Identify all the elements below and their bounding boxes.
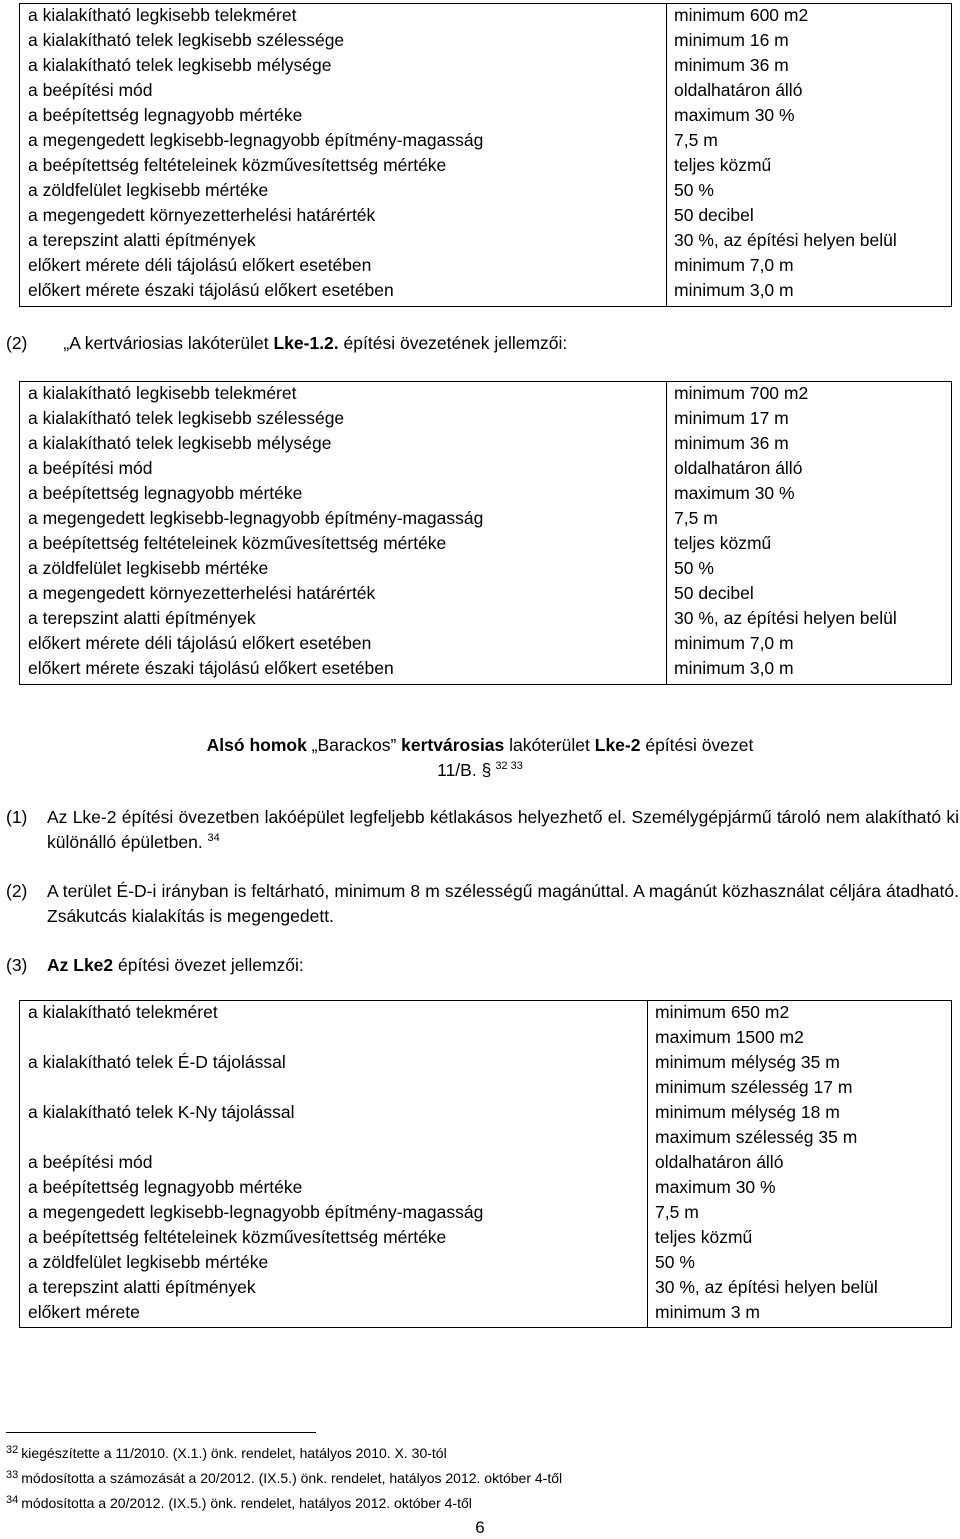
table-row bbox=[20, 581, 951, 606]
row-value: maximum 30 % bbox=[674, 483, 795, 503]
row-value: teljes közmű bbox=[674, 533, 772, 553]
row-label: előkert mérete déli tájolású előkert esetében bbox=[28, 633, 372, 653]
row-value: teljes közmű bbox=[674, 155, 772, 175]
table-row bbox=[20, 103, 951, 128]
row-label: a kialakítható telek legkisebb mélysége bbox=[28, 55, 332, 75]
row-value: minimum 3 m bbox=[655, 1302, 761, 1322]
heading-part: Lke-2 bbox=[594, 735, 641, 755]
footnote-number: 34 bbox=[6, 1494, 19, 1506]
table-row bbox=[20, 53, 951, 78]
row-label: a kialakítható telek É-D tájolással bbox=[28, 1052, 286, 1072]
paragraph-3 bbox=[47, 953, 959, 978]
paragraph-number: 11/B. bbox=[437, 760, 482, 780]
row-label: a zöldfelület legkisebb mértéke bbox=[28, 558, 269, 578]
row-label: a beépítettség legnagyobb mértéke bbox=[28, 483, 303, 503]
section-number: (2) bbox=[6, 333, 28, 353]
row-value: 7,5 m bbox=[655, 1202, 699, 1222]
row-value: minimum 36 m bbox=[674, 433, 789, 453]
row-label: a beépítettség legnagyobb mértéke bbox=[28, 105, 303, 125]
row-label: a kialakítható legkisebb telekméret bbox=[28, 383, 297, 403]
section-2-heading bbox=[6, 331, 567, 356]
zone-code: Lke-1.2. bbox=[273, 333, 339, 353]
row-value: oldalhatáron álló bbox=[674, 80, 803, 100]
row-label: a beépítettség legnagyobb mértéke bbox=[28, 1177, 303, 1197]
row-value: minimum mélység 35 m bbox=[655, 1052, 840, 1072]
paragraph-1 bbox=[47, 805, 959, 855]
p1-number: (1) bbox=[6, 807, 28, 827]
row-label: a terepszint alatti építmények bbox=[28, 608, 256, 628]
row-value: 50 decibel bbox=[674, 205, 754, 225]
table-row bbox=[20, 1025, 951, 1050]
row-value: minimum 7,0 m bbox=[674, 255, 794, 275]
row-label: a terepszint alatti építmények bbox=[28, 1277, 256, 1297]
row-label: előkert mérete északi tájolású előkert esetében bbox=[28, 280, 394, 300]
row-value: oldalhatáron álló bbox=[674, 458, 803, 478]
row-value: 50 decibel bbox=[674, 583, 754, 603]
row-value: minimum 36 m bbox=[674, 55, 789, 75]
section-title-quote: „A kertváriosias lakóterület bbox=[63, 333, 274, 353]
row-value: oldalhatáron álló bbox=[655, 1152, 784, 1172]
heading-part: Alsó homok bbox=[206, 735, 307, 755]
row-value: minimum 17 m bbox=[674, 408, 789, 428]
row-label: a megengedett környezetterhelési határérték bbox=[28, 205, 376, 225]
footnote-text: kiegészítette a 11/2010. (X.1.) önk. rendelet, hatályos 2010. X. 30-tól bbox=[21, 1445, 447, 1461]
row-label: előkert mérete bbox=[28, 1302, 140, 1322]
row-label: a beépítettség feltételeinek közművesítettség mértéke bbox=[28, 533, 447, 553]
table-row bbox=[20, 606, 951, 631]
table-row bbox=[20, 1150, 951, 1175]
row-value: minimum 3,0 m bbox=[674, 280, 794, 300]
row-label: előkert mérete északi tájolású előkert esetében bbox=[28, 658, 394, 678]
zone-heading bbox=[0, 733, 960, 758]
row-value: minimum 3,0 m bbox=[674, 658, 794, 678]
table-row bbox=[20, 28, 951, 53]
paragraph-text: építési övezet jellemzői: bbox=[113, 955, 304, 975]
row-label: a kialakítható legkisebb telekméret bbox=[28, 5, 297, 25]
table-row bbox=[20, 228, 951, 253]
table-row bbox=[20, 178, 951, 203]
table-row bbox=[20, 3, 951, 28]
row-value: maximum 30 % bbox=[655, 1177, 776, 1197]
table-row bbox=[20, 656, 951, 681]
row-value: maximum 30 % bbox=[674, 105, 795, 125]
row-label: a zöldfelület legkisebb mértéke bbox=[28, 1252, 269, 1272]
table-row bbox=[20, 1125, 951, 1150]
row-label: a beépítési mód bbox=[28, 1152, 153, 1172]
row-label: a megengedett környezetterhelési határérték bbox=[28, 583, 376, 603]
row-value: 30 %, az építési helyen belül bbox=[674, 608, 897, 628]
table-row bbox=[20, 1175, 951, 1200]
p2-number: (2) bbox=[6, 881, 28, 901]
section-sign: § bbox=[481, 760, 492, 780]
footnote-divider bbox=[6, 1432, 316, 1433]
zone-code: Az Lke2 bbox=[47, 955, 114, 975]
row-value: 7,5 m bbox=[674, 130, 718, 150]
row-label: a kialakítható telekméret bbox=[28, 1002, 218, 1022]
row-label: a kialakítható telek legkisebb szélessége bbox=[28, 30, 345, 50]
row-label: a beépítettség feltételeinek közművesítettség mértéke bbox=[28, 1227, 447, 1247]
table-row bbox=[20, 431, 951, 456]
table-lke-1-2 bbox=[19, 381, 952, 685]
row-value: 7,5 m bbox=[674, 508, 718, 528]
heading-part: kertvárosias bbox=[401, 735, 505, 755]
row-label: a kialakítható telek legkisebb szélessége bbox=[28, 408, 345, 428]
row-label: a kialakítható telek K-Ny tájolással bbox=[28, 1102, 295, 1122]
table-lke-1-1 bbox=[19, 3, 952, 307]
row-label: a beépítési mód bbox=[28, 458, 153, 478]
row-value: minimum 600 m2 bbox=[674, 5, 809, 25]
footnote bbox=[6, 1469, 562, 1489]
row-label: előkert mérete déli tájolású előkert esetében bbox=[28, 255, 372, 275]
table-row bbox=[20, 1200, 951, 1225]
row-label: a zöldfelület legkisebb mértéke bbox=[28, 180, 269, 200]
table-row bbox=[20, 1225, 951, 1250]
table-row bbox=[20, 78, 951, 103]
row-value: maximum 1500 m2 bbox=[655, 1027, 804, 1047]
footnote bbox=[6, 1444, 447, 1464]
footnote-text: módosította a számozását a 20/2012. (IX.5.) önk. rendelet, hatályos 2012. október 4-től bbox=[21, 1470, 563, 1486]
row-value: minimum mélység 18 m bbox=[655, 1102, 840, 1122]
table-row bbox=[20, 153, 951, 178]
row-value: maximum szélesség 35 m bbox=[655, 1127, 858, 1147]
row-label: a megengedett legkisebb-legnagyobb építmény-magasság bbox=[28, 1202, 484, 1222]
table-row bbox=[20, 203, 951, 228]
table-row bbox=[20, 1250, 951, 1275]
paragraph-text: Az Lke-2 építési övezetben lakóépület legfeljebb kétlakásos helyezhető el. Személygépjármű tároló nem alakítható ki különálló épületben. bbox=[47, 807, 959, 852]
table-row bbox=[20, 406, 951, 431]
page-number: 6 bbox=[475, 1518, 485, 1537]
p3-number: (3) bbox=[6, 955, 28, 975]
footnote-ref: 34 bbox=[207, 832, 220, 844]
table-row bbox=[20, 1100, 951, 1125]
row-value: 30 %, az építési helyen belül bbox=[674, 230, 897, 250]
table-row bbox=[20, 278, 951, 303]
row-label: a beépítettség feltételeinek közművesítettség mértéke bbox=[28, 155, 447, 175]
section-title-rest: építési övezetének jellemzői: bbox=[338, 333, 568, 353]
table-row bbox=[20, 1050, 951, 1075]
heading-part: „Barackos” bbox=[306, 735, 402, 755]
table-row bbox=[20, 1075, 951, 1100]
table-row bbox=[20, 381, 951, 406]
footnote-number: 33 bbox=[6, 1469, 19, 1481]
footnote-number: 32 bbox=[6, 1444, 19, 1456]
footnote-ref: 32 33 bbox=[495, 760, 523, 772]
row-value: minimum 16 m bbox=[674, 30, 789, 50]
table-row bbox=[20, 456, 951, 481]
heading-part: építési övezet bbox=[640, 735, 754, 755]
table-row bbox=[20, 531, 951, 556]
row-value: 50 % bbox=[655, 1252, 695, 1272]
row-label: a terepszint alatti építmények bbox=[28, 230, 256, 250]
row-value: 30 %, az építési helyen belül bbox=[655, 1277, 878, 1297]
table-row bbox=[20, 1300, 951, 1325]
zone-heading-line2 bbox=[0, 758, 960, 783]
table-lke-2 bbox=[19, 1000, 952, 1328]
footnote bbox=[6, 1494, 472, 1514]
row-label: a beépítési mód bbox=[28, 80, 153, 100]
table-row bbox=[20, 253, 951, 278]
table-row bbox=[20, 631, 951, 656]
table-row bbox=[20, 1000, 951, 1025]
row-value: 50 % bbox=[674, 558, 714, 578]
paragraph-2: A terület É-D-i irányban is feltárható, minimum 8 m szélességű magánúttal. A magánút közhasználat céljára átadható. Zsákutcás kialakítás is megengedett. bbox=[47, 881, 959, 926]
row-label: a megengedett legkisebb-legnagyobb építmény-magasság bbox=[28, 130, 484, 150]
row-value: minimum szélesség 17 m bbox=[655, 1077, 853, 1097]
table-row bbox=[20, 1275, 951, 1300]
table-row bbox=[20, 128, 951, 153]
row-value: minimum 700 m2 bbox=[674, 383, 809, 403]
table-row bbox=[20, 506, 951, 531]
row-label: a megengedett legkisebb-legnagyobb építmény-magasság bbox=[28, 508, 484, 528]
footnote-text: módosította a 20/2012. (IX.5.) önk. rendelet, hatályos 2012. október 4-től bbox=[21, 1495, 472, 1511]
row-label: a kialakítható telek legkisebb mélysége bbox=[28, 433, 332, 453]
row-value: minimum 650 m2 bbox=[655, 1002, 790, 1022]
row-value: teljes közmű bbox=[655, 1227, 753, 1247]
heading-part: lakóterület bbox=[504, 735, 595, 755]
table-row bbox=[20, 556, 951, 581]
row-value: minimum 7,0 m bbox=[674, 633, 794, 653]
table-row bbox=[20, 481, 951, 506]
row-value: 50 % bbox=[674, 180, 714, 200]
